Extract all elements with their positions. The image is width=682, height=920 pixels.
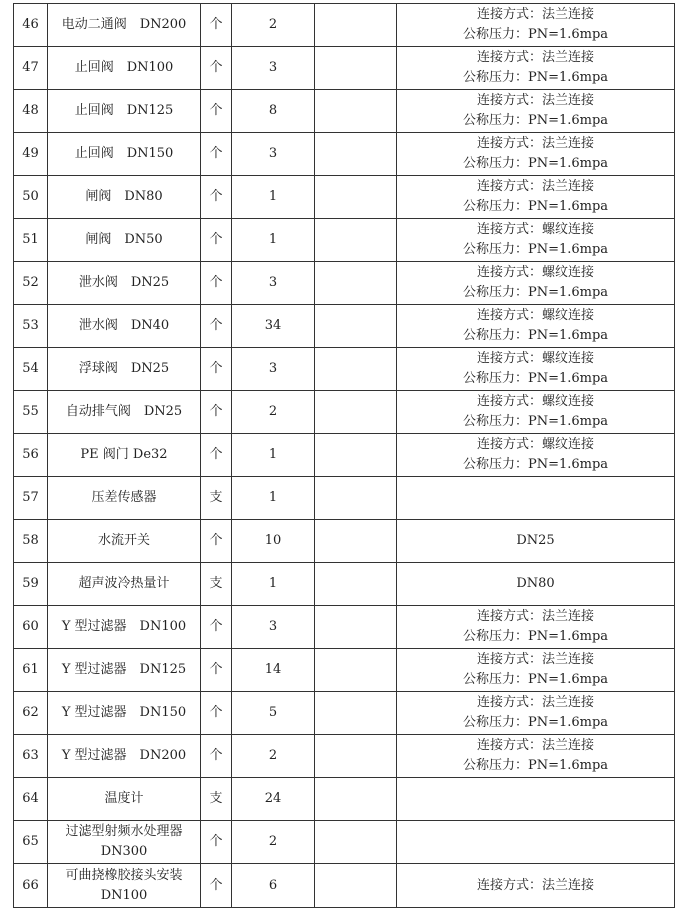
spec-note-cell-line: 公称压力：PN=1.6mpa	[462, 672, 609, 687]
item-name-cell-line: 可曲挠橡胶接头安装	[65, 867, 183, 883]
spec-note-cell	[397, 649, 675, 692]
spec-note-cell-line: 公称压力：PN=1.6mpa	[462, 27, 609, 42]
row-number-cell: 55	[14, 391, 48, 434]
blank-cell	[315, 649, 397, 692]
row-number-cell: 50	[14, 176, 48, 219]
spec-note-cell-line: 连接方式：螺纹连接	[476, 265, 594, 280]
spec-note-cell	[397, 90, 675, 133]
spec-note-cell-line: 连接方式：螺纹连接	[476, 437, 594, 452]
quantity-cell: 3	[232, 606, 315, 649]
unit-cell: 个	[201, 821, 232, 864]
unit-cell: 支	[201, 563, 232, 606]
item-name-cell	[48, 219, 201, 262]
spec-note-cell-line: 公称压力：PN=1.6mpa	[462, 199, 609, 214]
item-name-cell	[48, 434, 201, 477]
item-name-cell-line: 闸阀 DN80	[85, 189, 163, 204]
blank-cell	[315, 735, 397, 778]
spec-note-cell	[397, 4, 675, 47]
spec-note-cell	[397, 305, 675, 348]
item-name-cell-line: 闸阀 DN50	[85, 232, 163, 247]
row-number-cell: 61	[14, 649, 48, 692]
quantity-cell: 3	[232, 262, 315, 305]
spec-note-cell	[397, 563, 675, 606]
row-number-cell: 48	[14, 90, 48, 133]
table-body	[14, 4, 675, 908]
blank-cell	[315, 219, 397, 262]
item-name-cell	[48, 305, 201, 348]
unit-cell: 个	[201, 434, 232, 477]
table-row	[14, 520, 675, 563]
unit-cell: 个	[201, 219, 232, 262]
row-number-cell: 51	[14, 219, 48, 262]
table-row	[14, 778, 675, 821]
table-row	[14, 692, 675, 735]
spec-note-cell-line: 公称压力：PN=1.6mpa	[462, 758, 609, 773]
spec-note-cell-line: 公称压力：PN=1.6mpa	[462, 285, 609, 300]
quantity-cell: 1	[232, 176, 315, 219]
item-name-cell-line: PE 阀门 De32	[80, 447, 168, 462]
table-row	[14, 90, 675, 133]
item-name-cell	[48, 649, 201, 692]
quantity-cell: 34	[232, 305, 315, 348]
table-row	[14, 176, 675, 219]
row-number-cell: 64	[14, 778, 48, 821]
item-name-cell-line: Y 型过滤器 DN100	[61, 619, 187, 634]
row-number-cell: 53	[14, 305, 48, 348]
item-name-cell-line: DN300	[100, 844, 148, 859]
item-name-cell	[48, 4, 201, 47]
unit-cell: 个	[201, 133, 232, 176]
item-name-cell-line: 泄水阀 DN40	[78, 318, 170, 333]
item-name-cell	[48, 90, 201, 133]
table-row	[14, 305, 675, 348]
spec-note-cell	[397, 735, 675, 778]
blank-cell	[315, 864, 397, 908]
item-name-cell	[48, 778, 201, 821]
unit-cell: 个	[201, 90, 232, 133]
blank-cell	[315, 477, 397, 520]
row-number-cell: 46	[14, 4, 48, 47]
item-name-cell-line: 电动二通阀 DN200	[61, 17, 187, 32]
item-name-cell	[48, 563, 201, 606]
spec-note-cell-line: 公称压力：PN=1.6mpa	[462, 328, 609, 343]
spec-note-cell-line: 连接方式：法兰连接	[476, 609, 594, 624]
item-name-cell	[48, 864, 201, 908]
item-name-cell	[48, 391, 201, 434]
blank-cell	[315, 4, 397, 47]
item-name-cell-line: 止回阀 DN125	[74, 103, 174, 118]
table-row	[14, 348, 675, 391]
blank-cell	[315, 606, 397, 649]
item-name-cell-line: Y 型过滤器 DN125	[61, 662, 187, 677]
blank-cell	[315, 563, 397, 606]
item-name-cell	[48, 606, 201, 649]
item-name-cell	[48, 520, 201, 563]
unit-cell: 个	[201, 520, 232, 563]
quantity-cell: 3	[232, 133, 315, 176]
quantity-cell: 1	[232, 434, 315, 477]
spec-note-cell-line: 公称压力：PN=1.6mpa	[462, 113, 609, 128]
spec-note-cell-line: 公称压力：PN=1.6mpa	[462, 715, 609, 730]
spec-note-cell	[397, 262, 675, 305]
spec-note-cell-line: 连接方式：法兰连接	[476, 50, 594, 65]
blank-cell	[315, 821, 397, 864]
spec-note-cell-line: 连接方式：螺纹连接	[476, 222, 594, 237]
quantity-cell: 2	[232, 821, 315, 864]
spec-note-cell-line: 公称压力：PN=1.6mpa	[462, 70, 609, 85]
row-number-cell: 58	[14, 520, 48, 563]
item-name-cell	[48, 262, 201, 305]
spec-note-cell-line: 连接方式：法兰连接	[476, 7, 594, 22]
spec-note-cell-line: 连接方式：螺纹连接	[476, 351, 594, 366]
item-name-cell-line: 自动排气阀 DN25	[65, 404, 183, 419]
item-name-cell	[48, 477, 201, 520]
row-number-cell: 66	[14, 864, 48, 908]
blank-cell	[315, 262, 397, 305]
spec-note-cell-line: 连接方式：法兰连接	[476, 877, 594, 893]
row-number-cell: 60	[14, 606, 48, 649]
item-name-cell	[48, 692, 201, 735]
table-row	[14, 133, 675, 176]
table-row	[14, 219, 675, 262]
table-row	[14, 864, 675, 908]
quantity-cell: 8	[232, 90, 315, 133]
unit-cell: 个	[201, 262, 232, 305]
row-number-cell: 59	[14, 563, 48, 606]
spec-note-cell-line: 连接方式：法兰连接	[476, 93, 594, 108]
item-name-cell-line: Y 型过滤器 DN200	[61, 748, 187, 763]
spec-note-cell-line: DN80	[516, 576, 555, 591]
quantity-cell: 5	[232, 692, 315, 735]
row-number-cell: 56	[14, 434, 48, 477]
spec-note-cell	[397, 778, 675, 821]
spec-note-cell	[397, 434, 675, 477]
table-row	[14, 391, 675, 434]
table-row	[14, 47, 675, 90]
unit-cell: 个	[201, 4, 232, 47]
spec-note-cell	[397, 47, 675, 90]
spec-note-cell-line: 公称压力：PN=1.6mpa	[462, 414, 609, 429]
row-number-cell: 63	[14, 735, 48, 778]
item-name-cell-line: 温度计	[104, 791, 144, 806]
item-name-cell-line: 压差传感器	[91, 490, 157, 505]
unit-cell: 支	[201, 477, 232, 520]
item-name-cell-line: 超声波冷热量计	[78, 576, 170, 591]
quantity-cell: 2	[232, 735, 315, 778]
blank-cell	[315, 692, 397, 735]
item-name-cell-line: Y 型过滤器 DN150	[61, 705, 187, 720]
spec-note-cell	[397, 348, 675, 391]
spec-note-cell	[397, 391, 675, 434]
item-name-cell-line: DN100	[100, 887, 148, 903]
quantity-cell: 2	[232, 4, 315, 47]
spec-note-cell-line: 公称压力：PN=1.6mpa	[462, 629, 609, 644]
quantity-cell: 3	[232, 348, 315, 391]
row-number-cell: 49	[14, 133, 48, 176]
quantity-cell: 6	[232, 864, 315, 908]
spec-note-cell	[397, 692, 675, 735]
spec-note-cell-line: 公称压力：PN=1.6mpa	[462, 457, 609, 472]
quantity-cell: 10	[232, 520, 315, 563]
table-row	[14, 563, 675, 606]
item-name-cell	[48, 348, 201, 391]
unit-cell: 个	[201, 176, 232, 219]
row-number-cell: 47	[14, 47, 48, 90]
table-row	[14, 262, 675, 305]
quantity-cell: 3	[232, 47, 315, 90]
item-name-cell	[48, 821, 201, 864]
row-number-cell: 54	[14, 348, 48, 391]
spec-note-cell	[397, 133, 675, 176]
blank-cell	[315, 348, 397, 391]
item-name-cell	[48, 47, 201, 90]
spec-note-cell	[397, 606, 675, 649]
table-row	[14, 606, 675, 649]
equipment-table	[13, 3, 675, 908]
spec-note-cell	[397, 477, 675, 520]
row-number-cell: 52	[14, 262, 48, 305]
row-number-cell: 57	[14, 477, 48, 520]
unit-cell: 个	[201, 606, 232, 649]
unit-cell: 个	[201, 649, 232, 692]
blank-cell	[315, 133, 397, 176]
item-name-cell-line: 泄水阀 DN25	[78, 275, 170, 290]
item-name-cell-line: 浮球阀 DN25	[78, 361, 170, 376]
quantity-cell: 24	[232, 778, 315, 821]
quantity-cell: 1	[232, 563, 315, 606]
table-row	[14, 649, 675, 692]
blank-cell	[315, 305, 397, 348]
unit-cell: 个	[201, 692, 232, 735]
spec-note-cell-line: 连接方式：法兰连接	[476, 738, 594, 753]
spec-note-cell-line: 连接方式：法兰连接	[476, 652, 594, 667]
blank-cell	[315, 90, 397, 133]
spec-note-cell-line: 公称压力：PN=1.6mpa	[462, 242, 609, 257]
quantity-cell: 14	[232, 649, 315, 692]
spec-note-cell	[397, 821, 675, 864]
spec-note-cell	[397, 864, 675, 908]
row-number-cell: 62	[14, 692, 48, 735]
item-name-cell	[48, 735, 201, 778]
table-row	[14, 821, 675, 864]
blank-cell	[315, 176, 397, 219]
row-number-cell: 65	[14, 821, 48, 864]
table-row	[14, 434, 675, 477]
table-row	[14, 4, 675, 47]
table-row	[14, 477, 675, 520]
spec-note-cell	[397, 219, 675, 262]
quantity-cell: 1	[232, 477, 315, 520]
item-name-cell-line: 水流开关	[97, 533, 150, 548]
blank-cell	[315, 391, 397, 434]
quantity-cell: 1	[232, 219, 315, 262]
unit-cell: 个	[201, 47, 232, 90]
unit-cell: 个	[201, 391, 232, 434]
item-name-cell-line: 过滤型射频水处理器	[65, 824, 183, 839]
unit-cell: 个	[201, 735, 232, 778]
spec-note-cell-line: 连接方式：螺纹连接	[476, 308, 594, 323]
item-name-cell	[48, 133, 201, 176]
spec-note-cell-line: 连接方式：法兰连接	[476, 136, 594, 151]
item-name-cell-line: 止回阀 DN100	[74, 60, 174, 75]
blank-cell	[315, 520, 397, 563]
quantity-cell: 2	[232, 391, 315, 434]
spec-note-cell	[397, 520, 675, 563]
spec-note-cell-line: 公称压力：PN=1.6mpa	[462, 371, 609, 386]
blank-cell	[315, 47, 397, 90]
spec-note-cell-line: 连接方式：法兰连接	[476, 179, 594, 194]
unit-cell: 支	[201, 778, 232, 821]
unit-cell: 个	[201, 864, 232, 908]
unit-cell: 个	[201, 348, 232, 391]
blank-cell	[315, 434, 397, 477]
blank-cell	[315, 778, 397, 821]
item-name-cell-line: 止回阀 DN150	[74, 146, 174, 161]
table-row	[14, 735, 675, 778]
spec-note-cell-line: 公称压力：PN=1.6mpa	[462, 156, 609, 171]
item-name-cell	[48, 176, 201, 219]
spec-note-cell-line: 连接方式：法兰连接	[476, 695, 594, 710]
spec-note-cell	[397, 176, 675, 219]
spec-note-cell-line: DN25	[516, 533, 555, 548]
unit-cell: 个	[201, 305, 232, 348]
spec-note-cell-line: 连接方式：螺纹连接	[476, 394, 594, 409]
